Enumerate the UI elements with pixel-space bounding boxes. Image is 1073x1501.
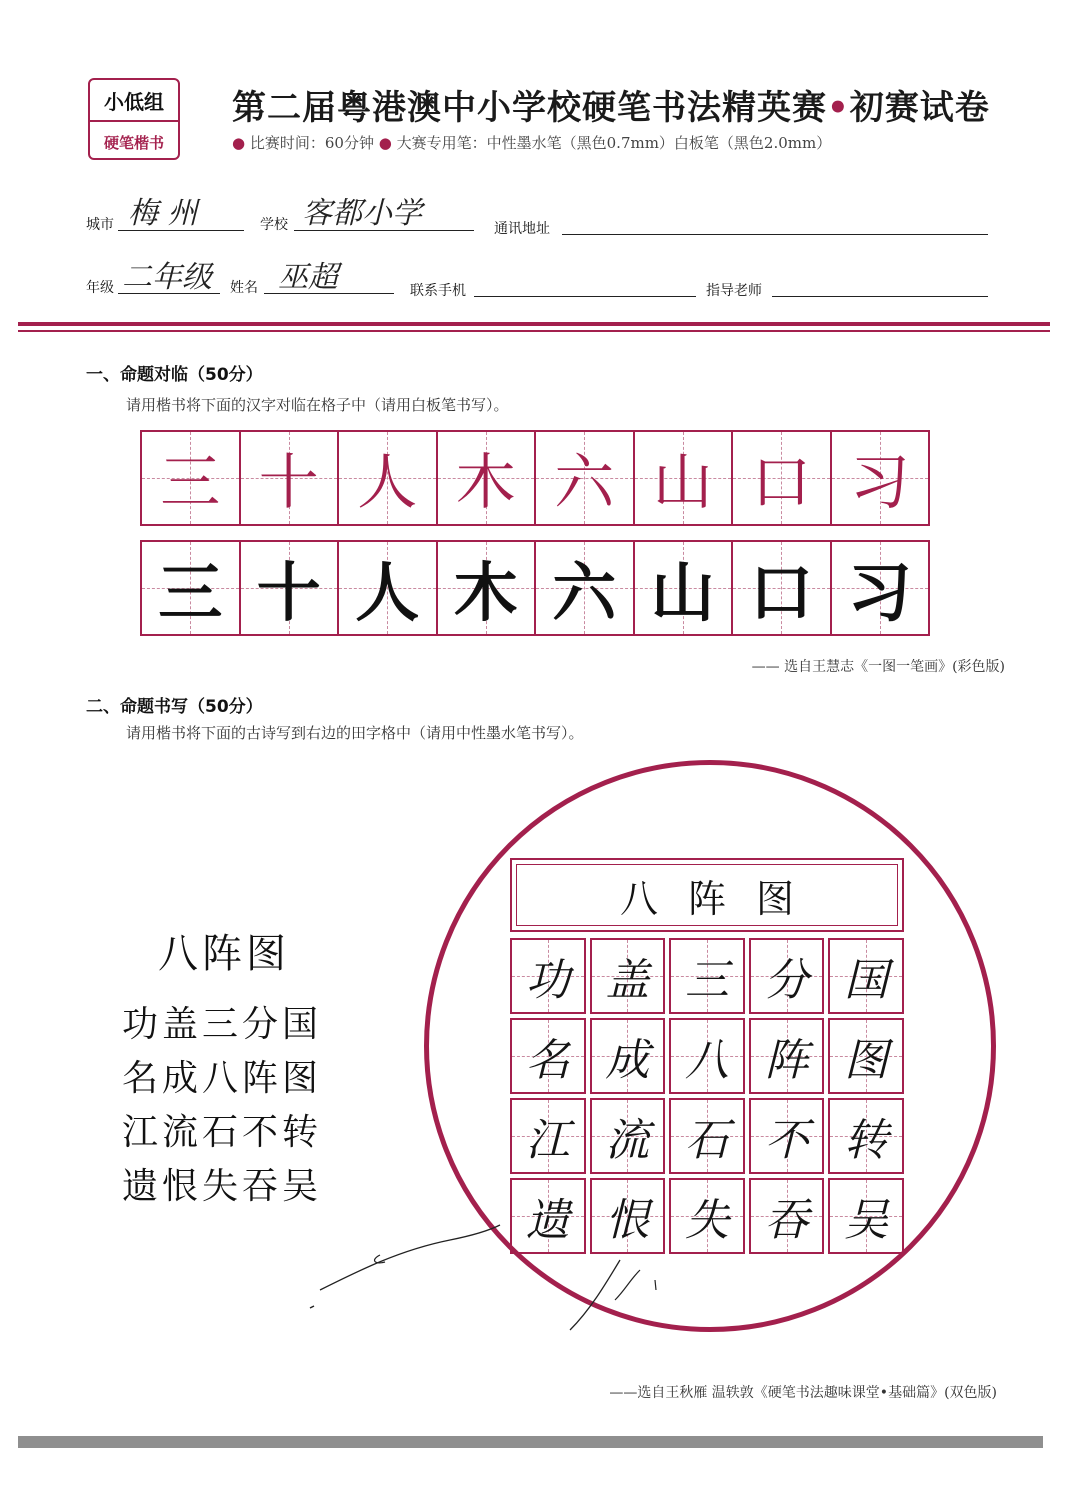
written-char: 吞	[764, 1195, 809, 1246]
contest-time: 比赛时间：60分钟	[249, 134, 374, 152]
contest-info	[232, 132, 831, 153]
copy-cell[interactable]	[733, 542, 832, 634]
bullet-icon: ●	[378, 134, 392, 152]
section-1-instruction: 请用楷书将下面的汉字对临在格子中（请用白板笔书写）。	[126, 396, 509, 414]
written-char: 八	[684, 1035, 729, 1086]
written-title-box-inner	[516, 864, 898, 926]
tianzige-cell[interactable]	[510, 1178, 586, 1254]
written-char: 阵	[764, 1035, 809, 1086]
phone-label: 联系手机	[410, 283, 466, 299]
model-cell	[733, 432, 832, 524]
model-char: 三	[160, 448, 221, 518]
group-badge	[88, 78, 180, 160]
title-suffix: 初赛试卷	[849, 88, 990, 128]
divider-band-thin	[18, 330, 1050, 332]
written-char: 江	[525, 1115, 570, 1166]
city-label: 城市	[86, 217, 114, 233]
divider-band	[18, 322, 1050, 326]
written-char: 吴	[844, 1195, 889, 1246]
teacher-field[interactable]	[772, 295, 988, 297]
model-cell	[339, 432, 438, 524]
model-cell	[635, 432, 734, 524]
teacher-label: 指导老师	[706, 283, 762, 299]
written-char: 三	[684, 955, 729, 1006]
poem-line: 江流石不转	[122, 1112, 323, 1153]
model-cell	[536, 432, 635, 524]
tianzige-cell[interactable]	[749, 1018, 825, 1094]
tianzige-cell[interactable]	[828, 1018, 904, 1094]
tianzige-cell[interactable]	[510, 1018, 586, 1094]
written-title-box[interactable]	[510, 858, 904, 932]
model-cell	[241, 432, 340, 524]
section-1-title: 一、命题对临（50分）	[86, 365, 263, 385]
model-cell	[142, 432, 241, 524]
copy-cell[interactable]	[438, 542, 537, 634]
written-title: 八阵图	[619, 876, 824, 921]
badge-category-label: 硬笔楷书	[103, 133, 164, 152]
school-field[interactable]: 客都小学	[302, 196, 422, 231]
written-char: 恨	[605, 1195, 650, 1246]
copied-char: 习	[847, 557, 912, 631]
written-char: 图	[844, 1035, 889, 1086]
copy-cell[interactable]	[142, 542, 241, 634]
title-dot: •	[827, 88, 850, 128]
tianzige-cell[interactable]	[669, 1098, 745, 1174]
model-char: 人	[357, 448, 418, 518]
copy-cell[interactable]	[635, 542, 734, 634]
written-char: 盖	[605, 955, 650, 1006]
tianzige-cell[interactable]	[828, 1178, 904, 1254]
address-label: 通讯地址	[494, 221, 550, 237]
tianzige-cell[interactable]	[510, 1098, 586, 1174]
tianzige-cell[interactable]	[590, 1098, 666, 1174]
tianzige-cell[interactable]	[749, 1178, 825, 1254]
copy-cell[interactable]	[241, 542, 340, 634]
page-title	[232, 80, 990, 129]
tianzige-cell[interactable]	[590, 1178, 666, 1254]
written-char: 流	[605, 1115, 650, 1166]
tianzige-cell[interactable]	[510, 938, 586, 1014]
tianzige-row	[510, 1018, 904, 1094]
model-cell	[832, 432, 929, 524]
poem-line: 遗恨失吞吴	[122, 1166, 323, 1207]
written-char: 石	[684, 1115, 729, 1166]
written-char: 分	[764, 955, 809, 1006]
title-main: 第二届粤港澳中小学校硬笔书法精英赛	[232, 88, 827, 128]
badge-group-label: 小低组	[90, 80, 178, 122]
tianzige-cell[interactable]	[828, 938, 904, 1014]
model-char: 习	[849, 448, 910, 518]
section-1-credit: —— 选自王慧志《一图一笔画》(彩色版)	[751, 659, 1005, 675]
school-label: 学校	[260, 217, 288, 233]
copied-char: 人	[355, 557, 420, 631]
tianzige-cell[interactable]	[749, 1098, 825, 1174]
written-char: 名	[525, 1035, 570, 1086]
city-field[interactable]: 梅 州	[128, 196, 198, 231]
tianzige-cell[interactable]	[749, 938, 825, 1014]
name-label: 姓名	[230, 280, 258, 296]
model-char: 木	[455, 448, 516, 518]
footer-bar	[18, 1436, 1043, 1448]
model-char: 十	[258, 448, 319, 518]
copied-char: 木	[453, 557, 518, 631]
phone-field[interactable]	[474, 295, 696, 297]
written-char: 不	[764, 1115, 809, 1166]
written-char: 成	[605, 1035, 650, 1086]
copied-char: 三	[158, 557, 223, 631]
tianzige-cell[interactable]	[669, 938, 745, 1014]
copied-char: 十	[256, 557, 321, 631]
tianzige-cell[interactable]	[669, 1018, 745, 1094]
copy-cell[interactable]	[339, 542, 438, 634]
copied-char: 六	[552, 557, 617, 631]
model-cell	[438, 432, 537, 524]
grade-label: 年级	[86, 280, 114, 296]
written-char: 遗	[525, 1195, 570, 1246]
tianzige-cell[interactable]	[590, 1018, 666, 1094]
copied-char: 山	[650, 557, 715, 631]
model-char: 六	[554, 448, 615, 518]
copy-cell[interactable]	[536, 542, 635, 634]
tianzige-row	[510, 938, 904, 1014]
tianzige-row	[510, 1178, 904, 1254]
poem-title: 八阵图	[158, 931, 290, 977]
name-field[interactable]: 巫超	[278, 260, 338, 295]
section-2-title: 二、命题书写（50分）	[86, 697, 263, 717]
copied-char: 口	[749, 557, 814, 631]
copy-char-row	[140, 540, 930, 636]
model-char-row	[140, 430, 930, 526]
contest-pen: 大赛专用笔：中性墨水笔（黑色0.7mm）白板笔（黑色2.0mm）	[396, 134, 832, 152]
written-char: 失	[684, 1195, 729, 1246]
tianzige-cell[interactable]	[669, 1178, 745, 1254]
written-char: 转	[844, 1115, 889, 1166]
model-char: 山	[652, 448, 713, 518]
tianzige-cell[interactable]	[828, 1098, 904, 1174]
tianzige-cell[interactable]	[590, 938, 666, 1014]
grade-field[interactable]: 二年级	[122, 260, 212, 295]
model-char: 口	[751, 448, 812, 518]
written-char: 国	[844, 955, 889, 1006]
poem-line: 名成八阵图	[122, 1058, 323, 1099]
tianzige-row	[510, 1098, 904, 1174]
address-field[interactable]	[562, 233, 988, 235]
poem-line: 功盖三分国	[122, 1004, 323, 1045]
section-2-credit: ——选自王秋雁 温轶敦《硬笔书法趣味课堂•基础篇》(双色版)	[609, 1385, 997, 1401]
section-2-instruction: 请用楷书将下面的古诗写到右边的田字格中（请用中性墨水笔书写）。	[126, 724, 584, 742]
bullet-icon: ●	[232, 134, 246, 152]
copy-cell[interactable]	[832, 542, 929, 634]
written-char: 功	[525, 955, 570, 1006]
